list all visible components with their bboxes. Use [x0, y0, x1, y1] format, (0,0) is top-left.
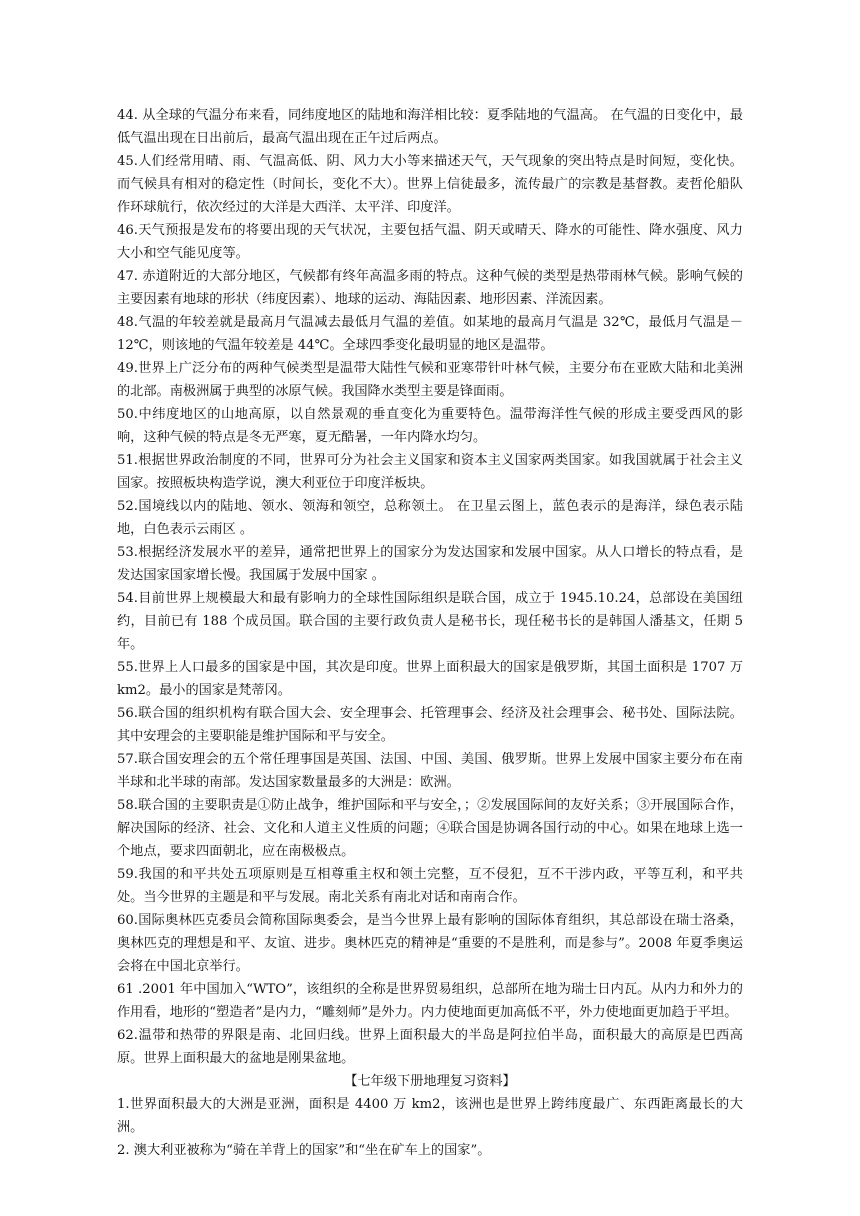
- paragraph-62: 62.温带和热带的界限是南、北回归线。世界上面积最大的半岛是阿拉伯半岛，面积最大的高原是巴西高原。世界上面积最大的盆地是刚果盆地。: [117, 1028, 743, 1066]
- paragraph-59: 59.我国的和平共处五项原则是互相尊重主权和领土完整，互不侵犯，互不干涉内政，平等互利，和平共处。当今世界的主题是和平与发展。南北关系有南北对话和南南合作。: [117, 867, 743, 905]
- paragraph-47: 47. 赤道附近的大部分地区，气候都有终年高温多雨的特点。这种气候的类型是热带雨林气候。影响气候的主要因素有地球的形状（纬度因素）、地球的运动、海陆因素、地形因素、洋流因素。: [117, 269, 743, 307]
- paragraph-54: 54.目前世界上规模最大和最有影响力的全球性国际组织是联合国，成立于 1945.10.24，总部设在美国纽约，目前已有 188 个成员国。联合国的主要行政负责人是秘书长，现任秘书长的是韩国人潘基文，任期 5 年。: [117, 591, 743, 652]
- section-title: 【七年级下册地理复习资料】: [344, 1074, 516, 1089]
- paragraph-58: 58.联合国的主要职责是①防止战争，维护国际和平与安全，；②发展国际间的友好关系；③开展国际合作，解决国际的经济、社会、文化和人道主义性质的问题；④联合国是协调各国行动的中心。如果在地球上选一个地点，要求四面朝北，应在南极极点。: [117, 798, 743, 859]
- paragraph-51: 51.根据世界政治制度的不同，世界可分为社会主义国家和资本主义国家两类国家。如我国就属于社会主义国家。按照板块构造学说，澳大利亚位于印度洋板块。: [117, 453, 743, 491]
- paragraph-53: 53.根据经济发展水平的差异，通常把世界上的国家分为发达国家和发展中国家。从人口增长的特点看，是发达国家国家增长慢。我国属于发展中国家 。: [117, 545, 743, 583]
- paragraph-50: 50.中纬度地区的山地高原，以自然景观的垂直变化为重要特色。温带海洋性气候的形成主要受西风的影响，这种气候的特点是冬无严寒，夏无酷暑，一年内降水均匀。: [117, 407, 743, 445]
- paragraph-55: 55.世界上人口最多的国家是中国，其次是印度。世界上面积最大的国家是俄罗斯，其国土面积是 1707 万 km2。最小的国家是梵蒂冈。: [117, 660, 743, 698]
- paragraph-52: 52.国境线以内的陆地、领水、领海和领空，总称领土。 在卫星云图上，蓝色表示的是海洋，绿色表示陆地，白色表示云雨区 。: [117, 499, 743, 537]
- paragraph-61: 61 .2001 年中国加入“WTO”，该组织的全称是世界贸易组织，总部所在地为瑞士日内瓦。从内力和外力的作用看，地形的“塑造者”是内力，“雕刻师”是外力。内力使地面更加高低不平，外力使地面更加趋于平坦。: [117, 982, 743, 1020]
- section-paragraph-1: 1.世界面积最大的大洲是亚洲，面积是 4400 万 km2，该洲也是世界上跨纬度最广、东西距离最长的大洲。: [117, 1097, 743, 1135]
- paragraph-49: 49.世界上广泛分布的两种气候类型是温带大陆性气候和亚寒带针叶林气候，主要分布在亚欧大陆和北美洲的北部。南极洲属于典型的冰原气候。我国降水类型主要是锋面雨。: [117, 361, 743, 399]
- paragraph-56: 56.联合国的组织机构有联合国大会、安全理事会、托管理事会、经济及社会理事会、秘书处、国际法院。其中安理会的主要职能是维护国际和平与安全。: [117, 706, 743, 744]
- paragraph-60: 60.国际奥林匹克委员会简称国际奥委会，是当今世界上最有影响的国际体育组织，其总部设在瑞士洛桑，奥林匹克的理想是和平、友谊、进步。奥林匹克的精神是“重要的不是胜利，而是参与”。2008 年夏季奥运会将在中国北京举行。: [117, 913, 743, 974]
- paragraph-46: 46.天气预报是发布的将要出现的天气状况，主要包括气温、阴天或晴天、降水的可能性、降水强度、风力大小和空气能见度等。: [117, 223, 743, 261]
- paragraph-45: 45.人们经常用晴、雨、气温高低、阴、风力大小等来描述天气，天气现象的突出特点是时间短，变化快。而气候具有相对的稳定性（时间长，变化不大）。世界上信徒最多，流传最广的宗教是基督教。麦哲伦船队作环球航行，依次经过的大洋是大西洋、太平洋、印度洋。: [117, 154, 743, 215]
- paragraph-48: 48.气温的年较差就是最高月气温减去最低月气温的差值。如某地的最高月气温是 32℃，最低月气温是－12℃，则该地的气温年较差是 44℃。全球四季变化最明显的地区是温带。: [117, 315, 743, 353]
- paragraph-44: 44. 从全球的气温分布来看，同纬度地区的陆地和海洋相比较：夏季陆地的气温高。 在气温的日变化中，最低气温出现在日出前后，最高气温出现在正午过后两点。: [117, 108, 743, 146]
- section-paragraph-2: 2. 澳大利亚被称为“骑在羊背上的国家”和“坐在矿车上的国家”。: [117, 1143, 491, 1158]
- paragraph-57: 57.联合国安理会的五个常任理事国是英国、法国、中国、美国、俄罗斯。世界上发展中国家主要分布在南半球和北半球的南部。发达国家数量最多的大洲是：欧洲。: [117, 752, 743, 790]
- document-body: [117, 104, 743, 1162]
